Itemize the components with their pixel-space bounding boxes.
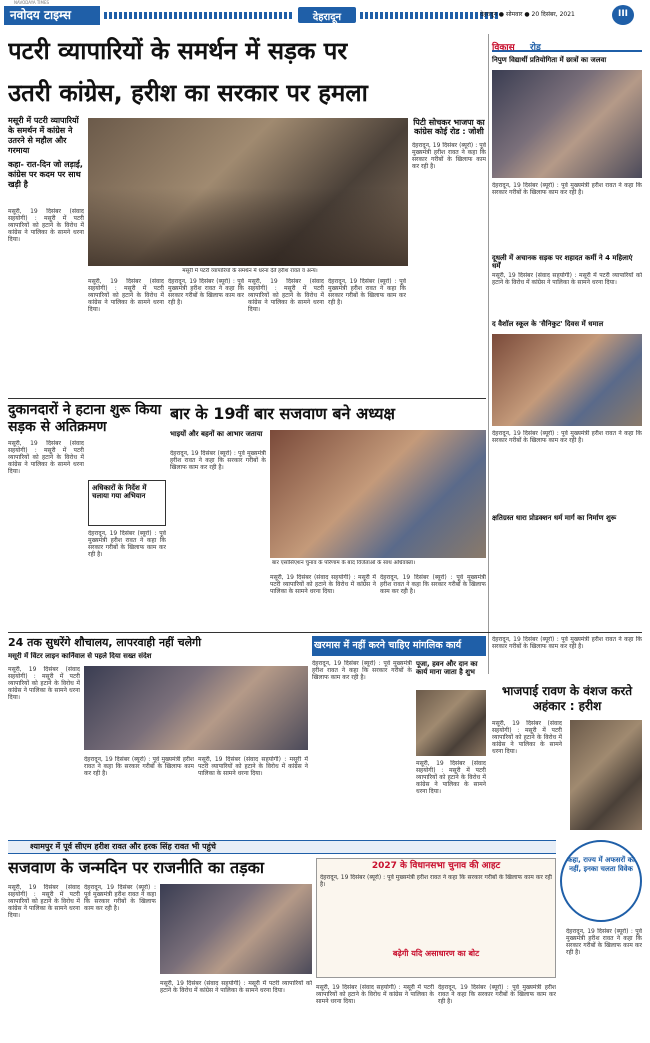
bottom-text-2: देहरादून, 19 दिसंबर (ब्यूरो) : पूर्व मुख्यमंत्री हरीश रावत ने कहा कि सरकार गरीबों के खिलाफ काम कर रही है।	[84, 884, 156, 912]
bottom-box-sub: बढ़ेगी यदि असाधारण का बोट	[392, 949, 480, 958]
masthead-page-number-text: III	[617, 9, 629, 19]
lead-text-col-5: देहरादून, 19 दिसंबर (ब्यूरो) : पूर्व मुख्यमंत्री हरीश रावत ने कहा कि सरकार गरीबों के खिलाफ काम कर रही है।	[328, 278, 406, 306]
photo-crowd-overlay	[88, 188, 408, 266]
lower-left-headline: 24 तक सुधरेंगे शौचालय, लापरवाही नहीं चलेगी	[8, 636, 202, 649]
lead-side-title: पिटी सोचकर भाजपा का कांग्रेस कोई रोड : जोशी	[413, 118, 485, 136]
lower-left-sub: मसूरी में विंटर लाइन कार्निवाल से पहले दिया सख्त संदेश	[8, 652, 152, 660]
masthead-stripe-left	[104, 12, 294, 19]
lower-left-text: मसूरी, 19 दिसंबर (संवाद सहयोगी) : मसूरी में पटरी व्यापारियों को हटाने के विरोध में कांग्रेस ने पालिका के सामने धरना दिया।	[8, 666, 80, 701]
right-headline-2: दूधली में अचानक सड़क पर शहादत कर्मी ने 4 महिलाएं धर्में	[492, 254, 633, 270]
lower-center-headline: खरमास में नहीं करने चाहिए मांगलिक कार्य	[314, 640, 462, 651]
lower-left-text-2: देहरादून, 19 दिसंबर (ब्यूरो) : पूर्व मुख्यमंत्री हरीश रावत ने कहा कि सरकार गरीबों के खिलाफ काम कर रही है।	[84, 756, 194, 777]
mid-center-photo-caption: बार एसोसिएशन चुनाव के परिणाम के बाद विजेताओं के साथ अधिवक्ता।	[272, 560, 416, 566]
right-section-label: विकास	[492, 43, 515, 53]
divider-mid	[8, 398, 486, 399]
mid-center-text-2: मसूरी, 19 दिसंबर (संवाद सहयोगी) : मसूरी में पटरी व्यापारियों को हटाने के विरोध में कांग्रेस ने पालिका के सामने धरना दिया।	[270, 574, 376, 595]
bottom-photo	[160, 884, 312, 974]
right-col-border	[488, 34, 489, 674]
lower-left-text-3: मसूरी, 19 दिसंबर (संवाद सहयोगी) : मसूरी में पटरी व्यापारियों को हटाने के विरोध में कांग्रेस ने पालिका के सामने धरना दिया।	[198, 756, 308, 777]
lead-bullet-2: कहा- रात-दिन जो लड़ाई, कांग्रेस पर कदम पर साथ खड़ी है	[8, 160, 83, 189]
lower-center-text-2: मसूरी, 19 दिसंबर (संवाद सहयोगी) : मसूरी में पटरी व्यापारियों को हटाने के विरोध में कांग्रेस ने पालिका के सामने धरना दिया।	[416, 760, 486, 795]
bottom-text-3: मसूरी, 19 दिसंबर (संवाद सहयोगी) : मसूरी में पटरी व्यापारियों को हटाने के विरोध में कांग्रेस ने पालिका के सामने धरना दिया।	[160, 980, 312, 994]
lead-text-col-3: देहरादून, 19 दिसंबर (ब्यूरो) : पूर्व मुख्यमंत्री हरीश रावत ने कहा कि सरकार गरीबों के खिलाफ काम कर रही है।	[168, 278, 244, 306]
lead-bullet-box	[8, 116, 84, 204]
lead-text-col-4: मसूरी, 19 दिसंबर (संवाद सहयोगी) : मसूरी में पटरी व्यापारियों को हटाने के विरोध में कांग्रेस ने पालिका के सामने धरना दिया।	[248, 278, 324, 313]
lower-right-headline: भाजपाई रावण के वंशज करते अहंकार : हरीश	[501, 684, 633, 713]
right-section-label-2: रोड	[530, 43, 541, 53]
masthead-bar	[0, 0, 650, 30]
mid-center-sub: भाइयों और बहनों का आभार जताया	[170, 430, 263, 438]
bottom-text-1: मसूरी, 19 दिसंबर (संवाद सहयोगी) : मसूरी में पटरी व्यापारियों को हटाने के विरोध में कांग्रेस ने पालिका के सामने धरना दिया।	[8, 884, 80, 919]
lower-right-text: मसूरी, 19 दिसंबर (संवाद सहयोगी) : मसूरी में पटरी व्यापारियों को हटाने के विरोध में कांग्रेस ने पालिका के सामने धरना दिया।	[492, 720, 562, 755]
right-photo-1	[492, 70, 642, 178]
bottom-text-5: देहरादून, 19 दिसंबर (ब्यूरो) : पूर्व मुख्यमंत्री हरीश रावत ने कहा कि सरकार गरीबों के खिलाफ काम कर रही है।	[438, 984, 556, 1005]
right-text-1: देहरादून, 19 दिसंबर (ब्यूरो) : पूर्व मुख्यमंत्री हरीश रावत ने कहा कि सरकार गरीबों के खिलाफ काम कर रही है।	[492, 182, 642, 196]
lead-side-text: देहरादून, 19 दिसंबर (ब्यूरो) : पूर्व मुख्यमंत्री हरीश रावत ने कहा कि सरकार गरीबों के खिलाफ काम कर रही है।	[412, 142, 486, 170]
masthead-small-tag: NAVODAYA TIMES	[14, 0, 50, 5]
mid-center-text-3: देहरादून, 19 दिसंबर (ब्यूरो) : पूर्व मुख्यमंत्री हरीश रावत ने कहा कि सरकार गरीबों के खिलाफ काम कर रही है।	[380, 574, 486, 595]
lower-right-quote: कहा, राज्य में अफसरों का नहीं, इनका चलता विवेक	[567, 856, 635, 873]
right-text-3: देहरादून, 19 दिसंबर (ब्यूरो) : पूर्व मुख्यमंत्री हरीश रावत ने कहा कि सरकार गरीबों के खिलाफ काम कर रही है।	[492, 430, 642, 444]
lower-center-photo	[416, 690, 486, 756]
lead-photo-caption: मसूरी में पटरी व्यापारियों के समर्थन में धरना देते हरीश रावत व अन्य।	[182, 268, 318, 274]
right-lower-text: देहरादून, 19 दिसंबर (ब्यूरो) : पूर्व मुख्यमंत्री हरीश रावत ने कहा कि सरकार गरीबों के खिलाफ काम कर रही है।	[492, 636, 642, 650]
bottom-box-title: 2027 के विधानसभा चुनाव की आहट	[371, 861, 501, 871]
masthead-dateline: देहरादून ● सोमवार ● 20 दिसंबर, 2021	[480, 11, 575, 18]
bottom-box-text: देहरादून, 19 दिसंबर (ब्यूरो) : पूर्व मुख्यमंत्री हरीश रावत ने कहा कि सरकार गरीबों के खिलाफ काम कर रही है।	[320, 874, 552, 888]
lead-headline-1: पटरी व्यापारियों के समर्थन में सड़क पर	[8, 37, 348, 65]
mid-left-sub-box-text: अधिकारों के निर्देश में चलाया गया अभियान	[92, 484, 147, 500]
lead-text-col-2: मसूरी, 19 दिसंबर (संवाद सहयोगी) : मसूरी में पटरी व्यापारियों को हटाने के विरोध में कांग्रेस ने पालिका के सामने धरना दिया।	[88, 278, 164, 313]
lower-right-portrait	[570, 720, 642, 830]
bottom-headline: सजवाण के जन्मदिन पर राजनीति का तड़का	[8, 858, 265, 877]
mid-left-text: मसूरी, 19 दिसंबर (संवाद सहयोगी) : मसूरी में पटरी व्यापारियों को हटाने के विरोध में कांग्रेस ने पालिका के सामने धरना दिया।	[8, 440, 84, 475]
strip-text: श्यामपुर में पूर्व सीएम हरीश रावत और हरक सिंह रावत भी पहुंचे	[30, 842, 216, 851]
right-headline-3: द वैशॉल स्कूल के 'सैनिकुट' दिवस में धमाल	[492, 320, 604, 328]
lower-center-text: देहरादून, 19 दिसंबर (ब्यूरो) : पूर्व मुख्यमंत्री हरीश रावत ने कहा कि सरकार गरीबों के खिलाफ काम कर रही है।	[312, 660, 412, 681]
bottom-text-4: मसूरी, 19 दिसंबर (संवाद सहयोगी) : मसूरी में पटरी व्यापारियों को हटाने के विरोध में कांग्रेस ने पालिका के सामने धरना दिया।	[316, 984, 434, 1005]
lower-left-photo	[84, 666, 308, 750]
lower-center-sub: पूजा, हवन और दान का कार्य माना जाता है शुभ	[416, 660, 478, 676]
mid-left-text-2: देहरादून, 19 दिसंबर (ब्यूरो) : पूर्व मुख्यमंत्री हरीश रावत ने कहा कि सरकार गरीबों के खिलाफ काम कर रही है।	[88, 530, 166, 558]
masthead-stripe-right	[360, 12, 500, 19]
lead-headline-2: उतरी कांग्रेस, हरीश का सरकार पर हमला	[8, 79, 368, 107]
mid-center-photo	[270, 430, 486, 558]
right-headline-4: क्षतिग्रस्त धारा प्रोडक्शन धर्म मार्ग का निर्माण शुरू	[492, 514, 617, 522]
right-photo-2	[492, 334, 642, 426]
mid-left-headline: दुकानदारों ने हटाना शुरू किया सड़क से अतिक्रमण	[8, 402, 162, 435]
lead-bullet-1: मसूरी में पटरी व्यापारियों के समर्थन में कांग्रेस ने उतरने से महौल और गरमाया	[8, 116, 79, 155]
lower-right-text-2: देहरादून, 19 दिसंबर (ब्यूरो) : पूर्व मुख्यमंत्री हरीश रावत ने कहा कि सरकार गरीबों के खिलाफ काम कर रही है।	[566, 928, 642, 956]
lower-right-quote-circle	[560, 840, 642, 922]
lead-main-photo	[88, 118, 408, 266]
right-headline-1: निपुण विद्यार्थी प्रतियोगिता में छात्रों का जलवा	[492, 56, 607, 64]
lead-text-col-1: मसूरी, 19 दिसंबर (संवाद सहयोगी) : मसूरी में पटरी व्यापारियों को हटाने के विरोध में कांग्रेस ने पालिका के सामने धरना दिया।	[8, 208, 84, 243]
masthead-paper-name: नवोदय टाइम्स	[10, 8, 72, 22]
mid-center-headline: बार के 19वीं बार सजवाण बने अध्यक्ष	[170, 404, 395, 423]
divider-lower	[8, 632, 642, 633]
mid-center-text: देहरादून, 19 दिसंबर (ब्यूरो) : पूर्व मुख्यमंत्री हरीश रावत ने कहा कि सरकार गरीबों के खिलाफ काम कर रही है।	[170, 450, 266, 471]
masthead-city: देहरादून	[312, 12, 342, 23]
right-text-2: मसूरी, 19 दिसंबर (संवाद सहयोगी) : मसूरी में पटरी व्यापारियों को हटाने के विरोध में कांग्रेस ने पालिका के सामने धरना दिया।	[492, 272, 642, 286]
